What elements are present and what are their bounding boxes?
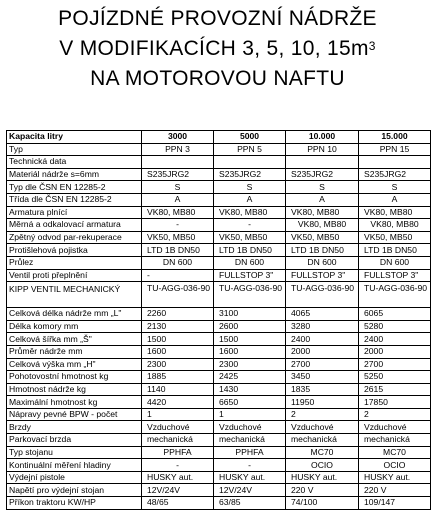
table-row	[7, 459, 431, 472]
table-row	[7, 219, 431, 232]
table-row	[7, 231, 431, 244]
row-value-col-2: HUSKY aut.	[214, 471, 286, 484]
row-value-col-2: 6650	[214, 396, 286, 409]
row-value-col-4	[359, 156, 431, 169]
header-label: Kapacita litry	[7, 131, 142, 144]
row-value-col-1	[142, 156, 214, 169]
row-label: Kontinuální měření hladiny	[7, 459, 142, 472]
row-value-col-2: -	[214, 219, 286, 232]
row-label: Průlez	[7, 256, 142, 269]
row-label: Pohotovostní hmotnost kg	[7, 371, 142, 384]
row-label: Délka komory mm	[7, 320, 142, 333]
row-value-col-3: Vzduchové	[286, 421, 359, 434]
row-label: Zpětný odvod par-rekuperace	[7, 231, 142, 244]
row-value-col-3: VK50, MB50	[286, 231, 359, 244]
row-label: Celková šířka mm „Š"	[7, 333, 142, 346]
row-label: Brzdy	[7, 421, 142, 434]
row-value-col-3: 4065	[286, 308, 359, 321]
row-value-col-4: Vzduchové	[359, 421, 431, 434]
row-value-col-2	[214, 156, 286, 169]
row-value-col-3: 74/100	[286, 497, 359, 510]
row-value-col-2: 2425	[214, 371, 286, 384]
table-row	[7, 371, 431, 384]
table-row	[7, 333, 431, 346]
row-value-col-4: 5280	[359, 320, 431, 333]
row-value-col-2: -	[214, 459, 286, 472]
row-value-col-4: TU-AGG-036-90	[359, 282, 431, 308]
table-row	[7, 471, 431, 484]
row-label: Armatura plnící	[7, 206, 142, 219]
row-value-col-1: 1500	[142, 333, 214, 346]
row-value-col-1: VK80, MB80	[142, 206, 214, 219]
row-value-col-4: 2400	[359, 333, 431, 346]
row-value-col-3: VK80, MB80	[286, 206, 359, 219]
row-value-col-1: 1	[142, 408, 214, 421]
row-value-col-2: 1500	[214, 333, 286, 346]
row-value-col-3: 3450	[286, 371, 359, 384]
row-value-col-2: DN 600	[214, 256, 286, 269]
row-value-col-1: 1140	[142, 383, 214, 396]
row-value-col-1: 1600	[142, 345, 214, 358]
row-label: Napětí pro výdejní stojan	[7, 484, 142, 497]
row-label: Typ	[7, 143, 142, 156]
table-row	[7, 168, 431, 181]
table-row	[7, 256, 431, 269]
row-label: Materiál nádrže s=6mm	[7, 168, 142, 181]
title-line-2-text: V MODIFIKACÍCH 3, 5, 10, 15m	[59, 37, 369, 60]
row-value-col-4: S	[359, 181, 431, 194]
row-value-col-3: 2000	[286, 345, 359, 358]
row-value-col-3: DN 600	[286, 256, 359, 269]
row-value-col-2: A	[214, 193, 286, 206]
row-value-col-2: 2600	[214, 320, 286, 333]
row-value-col-3	[286, 156, 359, 169]
row-value-col-2: PPN 5	[214, 143, 286, 156]
row-value-col-4: LTD 1B DN50	[359, 244, 431, 257]
table-row	[7, 244, 431, 257]
row-value-col-1: Vzduchové	[142, 421, 214, 434]
row-value-col-3: 2	[286, 408, 359, 421]
row-value-col-2: S235JRG2	[214, 168, 286, 181]
table-row	[7, 156, 431, 169]
row-value-col-3: 1835	[286, 383, 359, 396]
table-row	[7, 320, 431, 333]
spec-table	[6, 130, 431, 510]
row-label: Celková výška mm „H"	[7, 358, 142, 371]
row-label: Ventil proti přeplnění	[7, 269, 142, 282]
row-value-col-4: DN 600	[359, 256, 431, 269]
table-row	[7, 497, 431, 510]
row-value-col-3: 11950	[286, 396, 359, 409]
row-label: Typ dle ČSN EN 12285-2	[7, 181, 142, 194]
header-capacity-3: 10.000	[286, 131, 359, 144]
title-line-2-superscript: 3	[368, 39, 376, 53]
row-value-col-1: DN 600	[142, 256, 214, 269]
row-value-col-3: S235JRG2	[286, 168, 359, 181]
table-header-row	[7, 131, 431, 144]
row-value-col-4: VK50, MB50	[359, 231, 431, 244]
row-value-col-2: LTD 1B DN50	[214, 244, 286, 257]
row-value-col-4: VK80, MB80	[359, 219, 431, 232]
row-value-col-4: PPN 15	[359, 143, 431, 156]
row-value-col-3: FULLSTOP 3"	[286, 269, 359, 282]
row-value-col-2: 2300	[214, 358, 286, 371]
spec-table-body	[7, 131, 431, 510]
row-label: Třída dle ČSN EN 12285-2	[7, 193, 142, 206]
row-label: Nápravy pevné BPW - počet	[7, 408, 142, 421]
row-value-col-1: -	[142, 269, 214, 282]
row-label: Průměr nádrže mm	[7, 345, 142, 358]
row-value-col-4: FULLSTOP 3"	[359, 269, 431, 282]
row-value-col-4: VK80, MB80	[359, 206, 431, 219]
row-value-col-1: 1885	[142, 371, 214, 384]
row-value-col-2: mechanická	[214, 434, 286, 447]
row-value-col-2: 3100	[214, 308, 286, 321]
row-value-col-4: 109/147	[359, 497, 431, 510]
row-value-col-4: 2615	[359, 383, 431, 396]
table-row	[7, 143, 431, 156]
row-value-col-1: 48/65	[142, 497, 214, 510]
row-label: Parkovací brzda	[7, 434, 142, 447]
table-row	[7, 358, 431, 371]
row-value-col-4: 6065	[359, 308, 431, 321]
row-value-col-1: -	[142, 219, 214, 232]
row-value-col-2: 1600	[214, 345, 286, 358]
row-label: Výdejní pistole	[7, 471, 142, 484]
document-title	[0, 0, 435, 94]
row-value-col-1: A	[142, 193, 214, 206]
row-value-col-3: S	[286, 181, 359, 194]
row-value-col-1: 2300	[142, 358, 214, 371]
table-row	[7, 308, 431, 321]
row-label: Typ stojanu	[7, 446, 142, 459]
row-value-col-1: mechanická	[142, 434, 214, 447]
row-label: Hmotnost nádrže kg	[7, 383, 142, 396]
header-capacity-4: 15.000	[359, 131, 431, 144]
row-value-col-3: A	[286, 193, 359, 206]
header-capacity-2: 5000	[214, 131, 286, 144]
table-row	[7, 446, 431, 459]
row-value-col-2: PPHFA	[214, 446, 286, 459]
row-value-col-1: TU-AGG-036-90	[142, 282, 214, 308]
row-value-col-1: S235JRG2	[142, 168, 214, 181]
title-line-3: NA MOTOROVOU NAFTU	[90, 67, 345, 90]
row-value-col-1: 2130	[142, 320, 214, 333]
row-value-col-2: 1	[214, 408, 286, 421]
row-value-col-3: 3280	[286, 320, 359, 333]
row-value-col-1: HUSKY aut.	[142, 471, 214, 484]
table-row	[7, 269, 431, 282]
row-value-col-4: 17850	[359, 396, 431, 409]
row-value-col-4: 2000	[359, 345, 431, 358]
row-label: Maximální hmotnost kg	[7, 396, 142, 409]
table-row	[7, 193, 431, 206]
row-value-col-4: OCIO	[359, 459, 431, 472]
row-value-col-1: 4420	[142, 396, 214, 409]
row-value-col-4: mechanická	[359, 434, 431, 447]
row-label: Měrná a odkalovací armatura	[7, 219, 142, 232]
row-label: Protišlehová pojistka	[7, 244, 142, 257]
row-value-col-3: LTD 1B DN50	[286, 244, 359, 257]
table-row	[7, 408, 431, 421]
row-value-col-1: S	[142, 181, 214, 194]
row-value-col-4: 2700	[359, 358, 431, 371]
table-row	[7, 206, 431, 219]
row-label: KIPP VENTIL MECHANICKÝ	[7, 282, 142, 308]
row-value-col-2: S	[214, 181, 286, 194]
row-value-col-3: VK80, MB80	[286, 219, 359, 232]
row-value-col-1: PPN 3	[142, 143, 214, 156]
table-row	[7, 421, 431, 434]
row-value-col-3: PPN 10	[286, 143, 359, 156]
row-value-col-1: 12V/24V	[142, 484, 214, 497]
row-value-col-3: mechanická	[286, 434, 359, 447]
title-line-2	[0, 34, 435, 64]
row-value-col-4: MC70	[359, 446, 431, 459]
row-value-col-3: HUSKY aut.	[286, 471, 359, 484]
row-value-col-1: PPHFA	[142, 446, 214, 459]
row-value-col-4: 5250	[359, 371, 431, 384]
header-capacity-1: 3000	[142, 131, 214, 144]
row-value-col-1: 2260	[142, 308, 214, 321]
table-row	[7, 396, 431, 409]
row-value-col-3: TU-AGG-036-90	[286, 282, 359, 308]
row-value-col-2: FULLSTOP 3"	[214, 269, 286, 282]
row-value-col-4: 220 V	[359, 484, 431, 497]
row-label: Technická data	[7, 156, 142, 169]
row-value-col-4: S235JRG2	[359, 168, 431, 181]
row-value-col-2: TU-AGG-036-90	[214, 282, 286, 308]
row-label: Celková délka nádrže mm „L"	[7, 308, 142, 321]
row-value-col-2: 63/85	[214, 497, 286, 510]
table-row	[7, 345, 431, 358]
row-value-col-3: 2700	[286, 358, 359, 371]
row-value-col-1: -	[142, 459, 214, 472]
row-value-col-1: LTD 1B DN50	[142, 244, 214, 257]
row-value-col-4: A	[359, 193, 431, 206]
table-row	[7, 434, 431, 447]
row-value-col-4: 2	[359, 408, 431, 421]
row-value-col-2: VK80, MB80	[214, 206, 286, 219]
row-value-col-2: 12V/24V	[214, 484, 286, 497]
row-value-col-2: Vzduchové	[214, 421, 286, 434]
row-value-col-3: 2400	[286, 333, 359, 346]
row-value-col-3: OCIO	[286, 459, 359, 472]
row-value-col-2: VK50, MB50	[214, 231, 286, 244]
row-value-col-3: 220 V	[286, 484, 359, 497]
table-row	[7, 484, 431, 497]
table-row	[7, 383, 431, 396]
row-value-col-4: HUSKY aut.	[359, 471, 431, 484]
row-value-col-1: VK50, MB50	[142, 231, 214, 244]
table-row	[7, 181, 431, 194]
row-label: Příkon traktoru KW/HP	[7, 497, 142, 510]
title-line-1: POJÍZDNÉ PROVOZNÍ NÁDRŽE	[58, 7, 377, 30]
table-row	[7, 282, 431, 308]
row-value-col-3: MC70	[286, 446, 359, 459]
row-value-col-2: 1430	[214, 383, 286, 396]
